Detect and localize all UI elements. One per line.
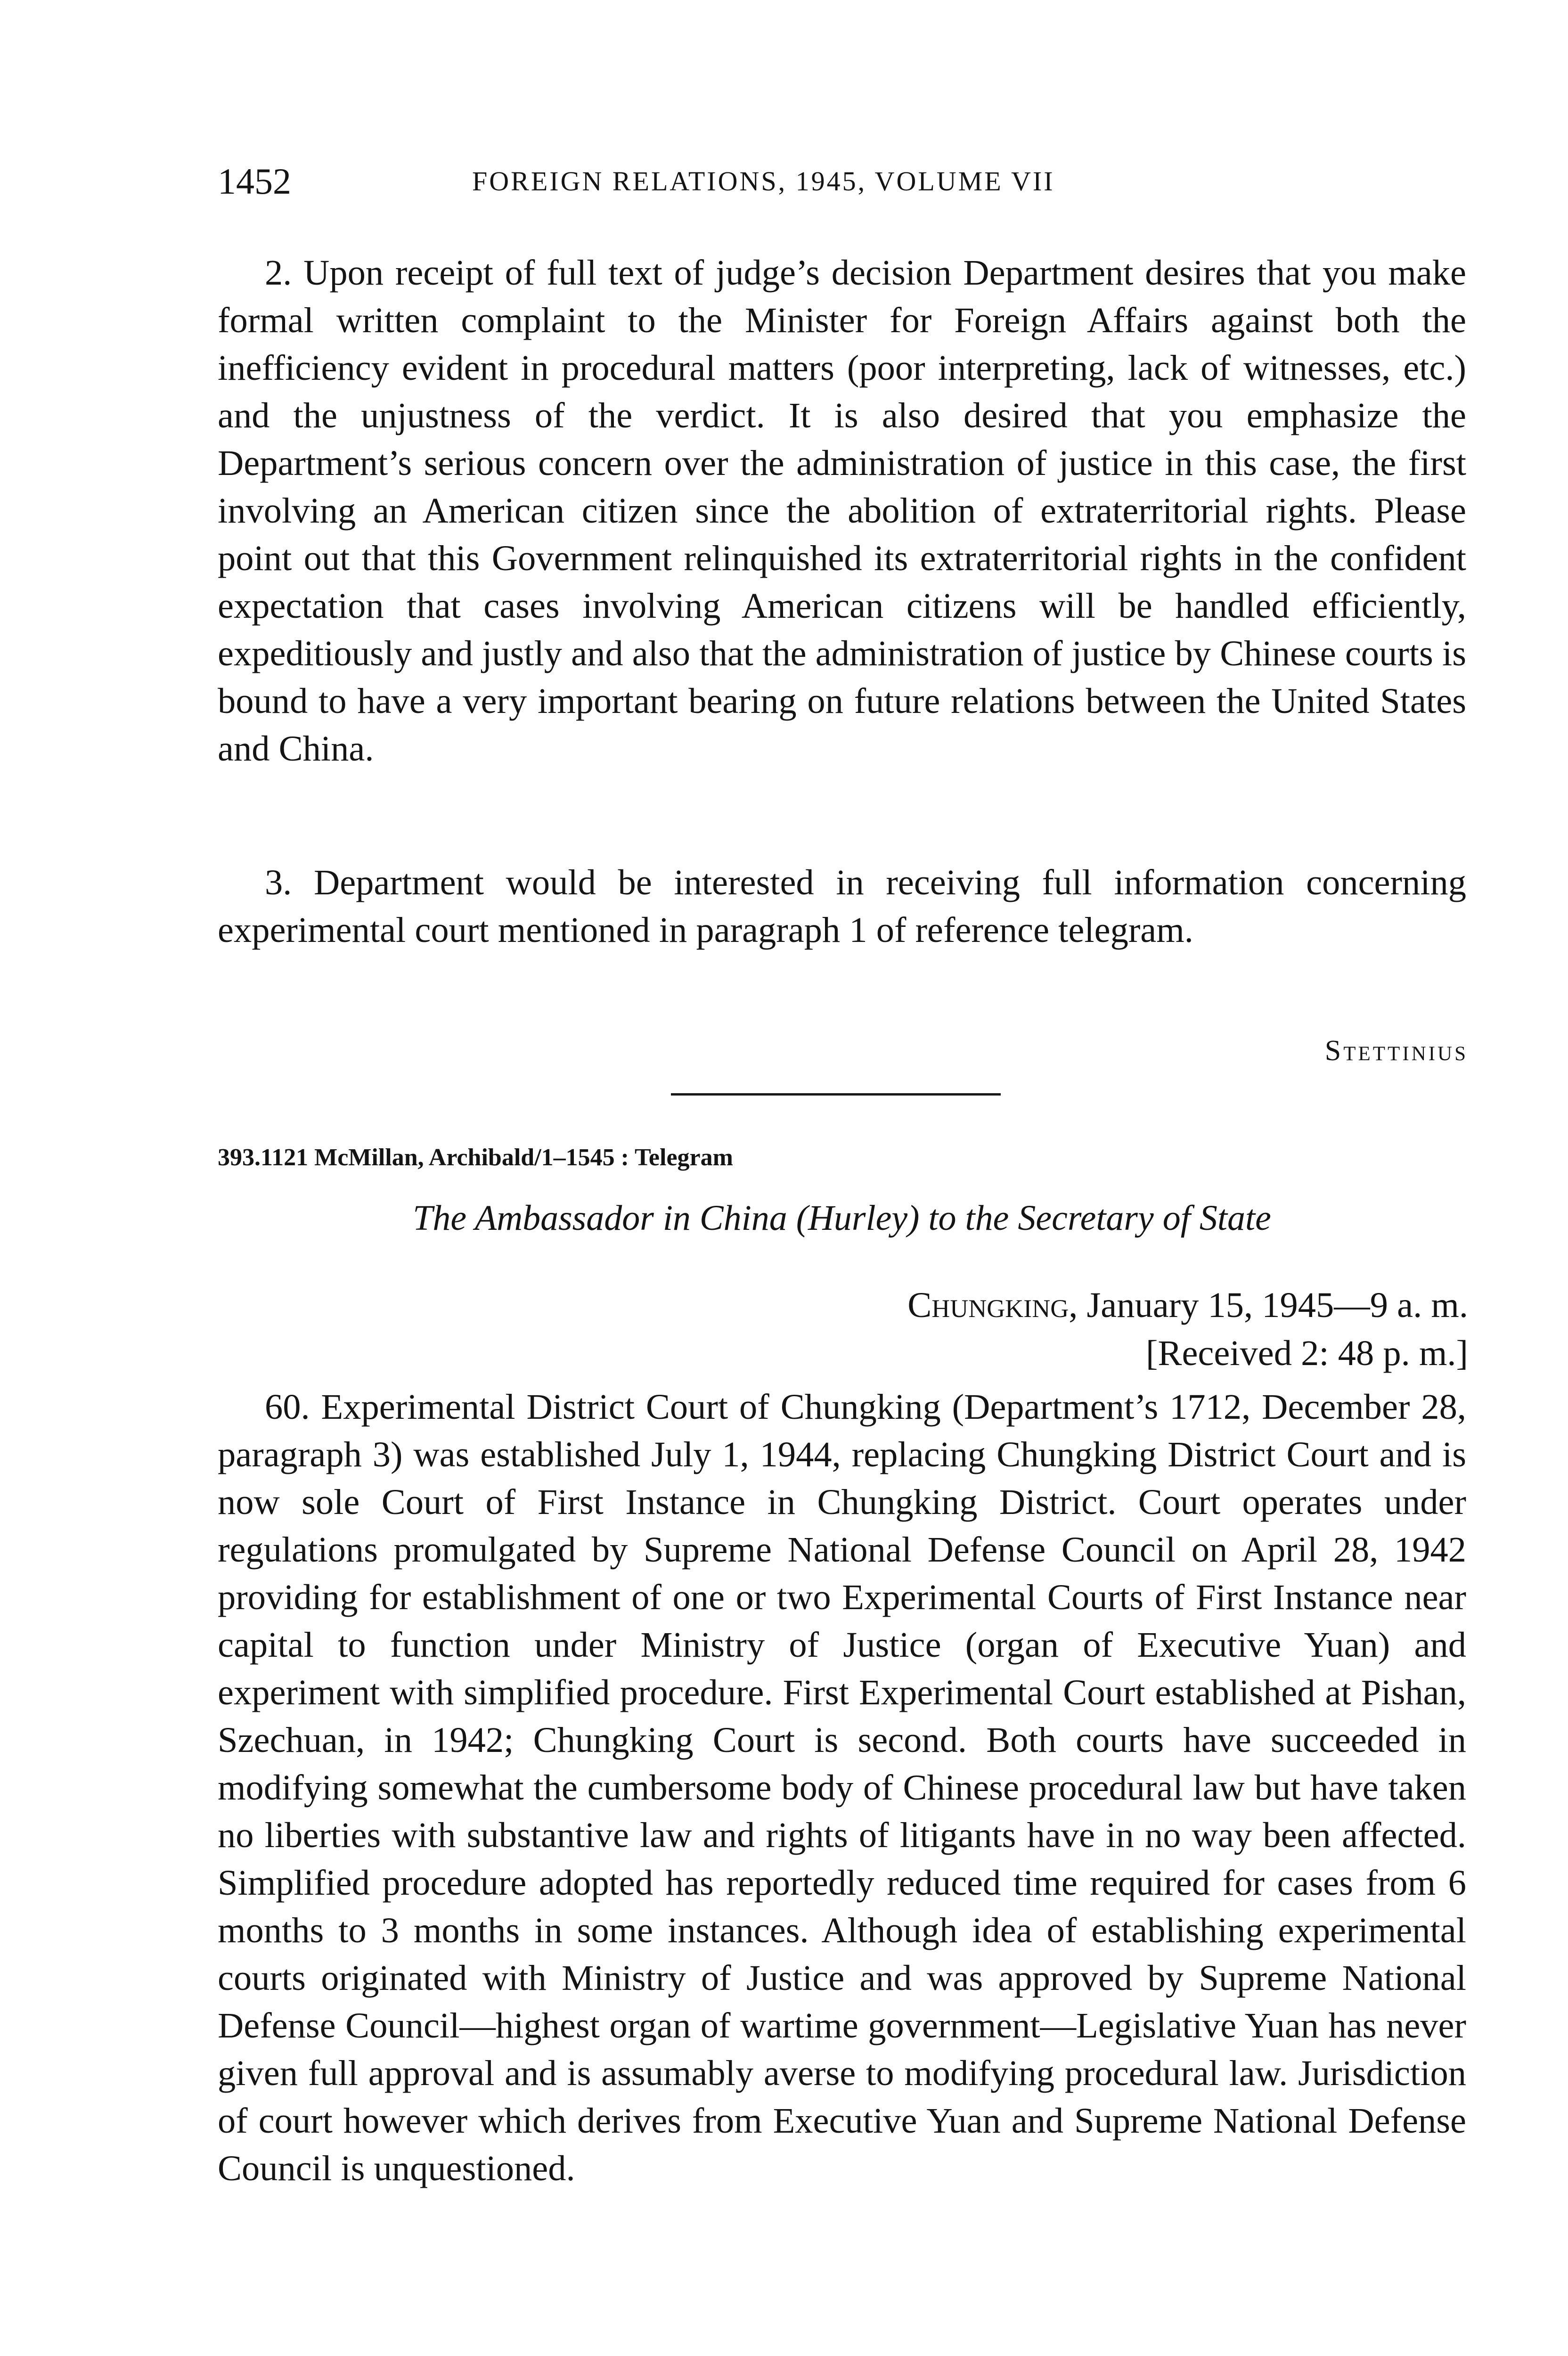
dateline-place: Chungking (907, 1285, 1069, 1325)
paragraph-3: 3. Department would be interested in receiving full information concerning experimental court mentioned in paragraph 1 of reference telegram. (218, 862, 1466, 950)
paragraph-2-block (218, 249, 1466, 772)
page-number: 1452 (218, 161, 291, 202)
page-header (218, 155, 1466, 207)
document-title: The Ambassador in China (Hurley) to the Secretary of State (413, 1198, 1271, 1238)
section-divider (671, 1093, 1001, 1096)
paragraph-3-block (218, 859, 1466, 954)
received-note: [Received 2: 48 p. m.] (1145, 1333, 1468, 1373)
telegram-body-block (218, 1383, 1466, 2192)
file-reference: 393.1121 McMillan, Archibald/1–1545 : Telegram (218, 1144, 733, 1171)
dateline-date: , January 15, 1945—9 a. m. (1069, 1285, 1468, 1325)
signature-stettinius: Stettinius (1324, 1035, 1468, 1067)
paragraph-2: 2. Upon receipt of full text of judge’s decision Department desires that you make formal written complaint to the Minister for Foreign Affairs against both the inefficiency evident in procedural matters (poor interpreting, lack of witnesses, etc.) and the unjustness of the verdict. It is also desired that you emphasize the Department’s serious concern over the administration of justice in this case, the first involving an American citizen since the abolition of extraterritorial rights. Please point out that this Government relinquished its extraterritorial rights in the confident expectation that cases involving American citizens will be handled efficiently, expeditiously and justly and also that the administration of justice by Chinese courts is bound to have a very important bearing on future relations between the United States and China. (218, 253, 1466, 769)
telegram-body: 60. Experimental District Court of Chungking (Department’s 1712, December 28, paragraph 3) was established July 1, 1944, replacing Chungking District Court and is now sole Court of First Instance in Chungking District. Court operates under regulations promulgated by Supreme National Defense Council on April 28, 1942 providing for establishment of one or two Experimental Courts of First Instance near capital to function under Ministry of Justice (organ of Executive Yuan) and experiment with simplified procedure. First Experimental Court established at Pishan, Szechuan, in 1942; Chungking Court is second. Both courts have succeeded in modifying somewhat the cumbersome body of Chinese procedural law but have taken no liberties with substantive law and rights of litigants have in no way been affected. Simplified procedure adopted has reportedly reduced time required for cases from 6 months to 3 months in some instances. Although idea of establishing experimental courts originated with Ministry of Justice and was approved by Supreme National Defense Council—highest organ of wartime government—Legislative Yuan has never given full approval and is assumably averse to modifying procedural law. Jurisdiction of court however which derives from Executive Yuan and Supreme National Defense Council is unquestioned. (218, 1387, 1466, 2188)
running-head: FOREIGN RELATIONS, 1945, VOLUME VII (472, 166, 1055, 196)
dateline (907, 1281, 1468, 1330)
